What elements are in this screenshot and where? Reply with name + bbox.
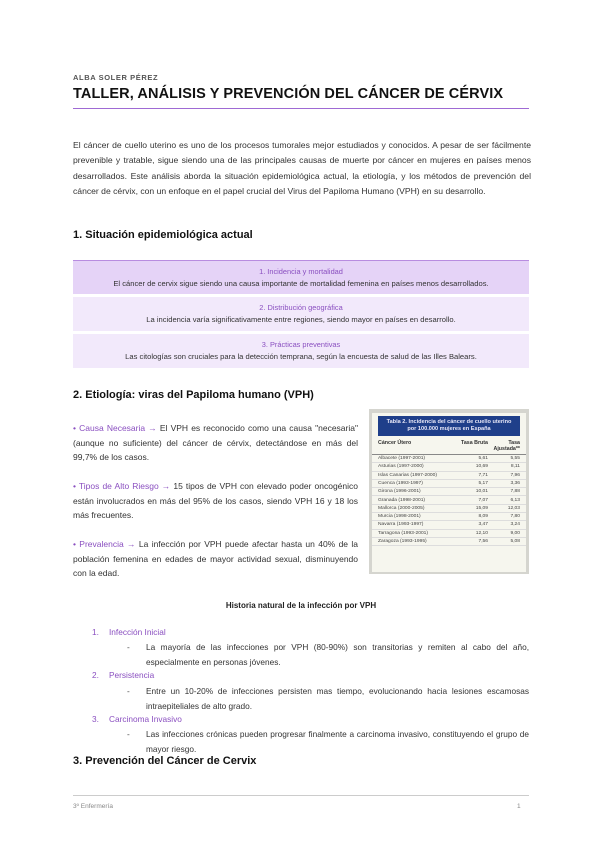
history-item-text: La mayoría de las infecciones por VPH (80-90%) son transitorias y remiten al cabo del año, especialmente en personas jóvenes.	[146, 642, 529, 667]
table-cell: 15,09	[475, 505, 488, 511]
table-cell: Navarra (1993-1997)	[378, 522, 424, 528]
info-box-distribution	[73, 297, 529, 331]
item-number: 3.	[92, 714, 99, 724]
document-title: TALLER, ANÁLISIS Y PREVENCIÓN DEL CÁNCER DE CÉRVIX	[73, 86, 504, 102]
intro-paragraph: El cáncer de cuello uterino es uno de los procesos tumorales mejor estudiados y conocidos. A pesar de ser fácilmente prevenible y tratable, sigue siendo una de las principales causas de muerte por cáncer en mujeres en países menos desarrollados. Este análisis aborda la situación epidemiológica actual, la etiología, y los métodos de prevención del cáncer de cérvix, con un enfoque en el papel crucial del Virus del Papiloma Humano (VPH) en su desarrollo.	[73, 140, 531, 196]
info-box-title: 3. Prácticas preventivas	[261, 340, 341, 349]
footer-course: 3º Enfermería	[73, 803, 113, 810]
table-cell: 5,55	[510, 456, 520, 462]
table-cell: 7,07	[478, 497, 488, 503]
history-item-text: Las infecciones crónicas pueden progresar finalmente a carcinoma invasivo, constituyendo el grupo de mayor riesgo.	[146, 729, 529, 754]
table-cell: Zaragoza (1993-1995)	[378, 538, 427, 544]
item-label: Persistencia	[109, 670, 155, 680]
table-cell: 8,11	[510, 464, 520, 470]
table-col-header: Tasa Bruta	[461, 440, 488, 446]
table-row	[372, 480, 526, 488]
table-row	[372, 538, 526, 546]
table-cell: Tarragona (1993-2001)	[378, 530, 429, 536]
section-3-heading: 3. Prevención del Cáncer de Cervix	[73, 755, 257, 767]
etiology-point	[73, 421, 358, 465]
table-cell: 7,96	[510, 472, 520, 478]
point-text: 15 tipos de VPH con elevado poder oncogénico están involucrados en más del 95% de los casos, siendo VPH 16 y 18 los más frecuentes.	[73, 481, 358, 520]
info-box-title: 2. Distribución geográfica	[259, 303, 343, 312]
info-box-text: Las citologías son cruciales para la detección temprana, según la encuesta de salud de las Illes Balears.	[125, 352, 477, 361]
point-text: La infección por VPH puede afectar hasta un 40% de la población femenina en edades de mayor actividad sexual, disminuyendo con la edad.	[73, 539, 358, 578]
table-cell: Mallorca (2000-2005)	[378, 505, 425, 511]
item-number: 1.	[92, 627, 99, 637]
info-box-prevention	[73, 334, 529, 368]
table-cell: 5,61	[478, 456, 488, 462]
history-item-2	[92, 670, 154, 680]
table-cell: Asturias (1997-2000)	[378, 464, 424, 470]
point-text: El VPH es reconocido como una causa "necesaria" (aunque no suficiente) del cáncer de cérvix, detectándose en más del 99,7% de los casos.	[73, 423, 358, 462]
table-caption: Tabla 2. Incidencia del cáncer de cuello uterino por 100.000 mujeres en España	[378, 416, 520, 436]
point-lead: • Causa Necesaria →	[73, 423, 157, 433]
footer-divider	[73, 795, 529, 796]
table-body	[372, 455, 526, 546]
item-label: Carcinoma Invasivo	[109, 714, 182, 724]
history-item-text: Entre un 10-20% de infecciones persisten mas tiempo, evolucionando hacia lesiones escamosas intraepiteliales de alto grado.	[146, 686, 529, 711]
section-2-heading: 2. Etiología: viras del Papiloma humano (VPH)	[73, 389, 314, 401]
table-cell: Granada (1998-2001)	[378, 497, 426, 503]
item-label: Infección Inicial	[109, 627, 166, 637]
table-cell: 12,03	[507, 505, 520, 511]
table-header-row	[372, 440, 526, 455]
table-col-header: Tasa Ajustada**	[493, 440, 520, 452]
table-cell: 10,01	[475, 489, 488, 495]
table-cell: 3,47	[478, 522, 488, 528]
title-divider	[73, 108, 529, 109]
incidence-table	[372, 413, 526, 572]
info-box-text: El cáncer de cervix sigue siendo una causa importante de mortalidad femenina en países menos desarrollados.	[113, 279, 489, 288]
dash-bullet: -	[127, 686, 130, 696]
table-cell: 6,13	[510, 497, 520, 503]
table-cell: Cuenca (1993-1997)	[378, 480, 423, 486]
history-item-1	[92, 627, 166, 637]
table-cell: 10,69	[475, 464, 488, 470]
point-lead: • Tipos de Alto Riesgo →	[73, 481, 171, 491]
table-row	[372, 472, 526, 480]
table-row	[372, 488, 526, 496]
table-cell: Albacete (1997-2001)	[378, 456, 426, 462]
table-row	[372, 513, 526, 521]
table-cell: 7,71	[478, 472, 488, 478]
table-row	[372, 496, 526, 504]
table-cell: Islas Canarias (1997-2000)	[378, 472, 437, 478]
history-title: Historia natural de la infección por VPH	[225, 601, 377, 610]
table-cell: 7,56	[478, 538, 488, 544]
table-row	[372, 505, 526, 513]
table-row	[372, 521, 526, 529]
dash-bullet: -	[127, 729, 130, 739]
history-item-3	[92, 714, 182, 724]
table-cell: 3,24	[510, 522, 520, 528]
table-row	[372, 463, 526, 471]
info-box-text: La incidencia varía significativamente entre regiones, siendo mayor en países en desarrollo.	[146, 315, 456, 324]
etiology-point	[73, 479, 358, 523]
table-cell: 12,10	[475, 530, 488, 536]
table-row	[372, 455, 526, 463]
section-1-heading: 1. Situación epidemiológica actual	[73, 229, 253, 241]
dash-bullet: -	[127, 642, 130, 652]
table-col-header: Cáncer Útero	[378, 440, 412, 446]
table-cell: 7,80	[510, 514, 520, 520]
table-row	[372, 530, 526, 538]
info-box-incidence	[73, 260, 529, 294]
item-number: 2.	[92, 670, 99, 680]
page-number: 1	[517, 803, 521, 810]
table-cell: 5,17	[478, 480, 488, 486]
point-lead: • Prevalencia →	[73, 539, 136, 549]
table-cell: Girona (1996-2001)	[378, 489, 421, 495]
author-name: ALBA SOLER PÉREZ	[73, 73, 159, 82]
etiology-point	[73, 537, 358, 581]
table-cell: 5,08	[510, 538, 520, 544]
table-cell: 9,00	[510, 530, 520, 536]
table-cell: 7,88	[510, 489, 520, 495]
info-box-title: 1. Incidencia y mortalidad	[259, 267, 343, 276]
table-cell: 8,09	[478, 514, 488, 520]
table-cell: Murcia (1998-2001)	[378, 514, 421, 520]
table-cell: 3,36	[510, 480, 520, 486]
